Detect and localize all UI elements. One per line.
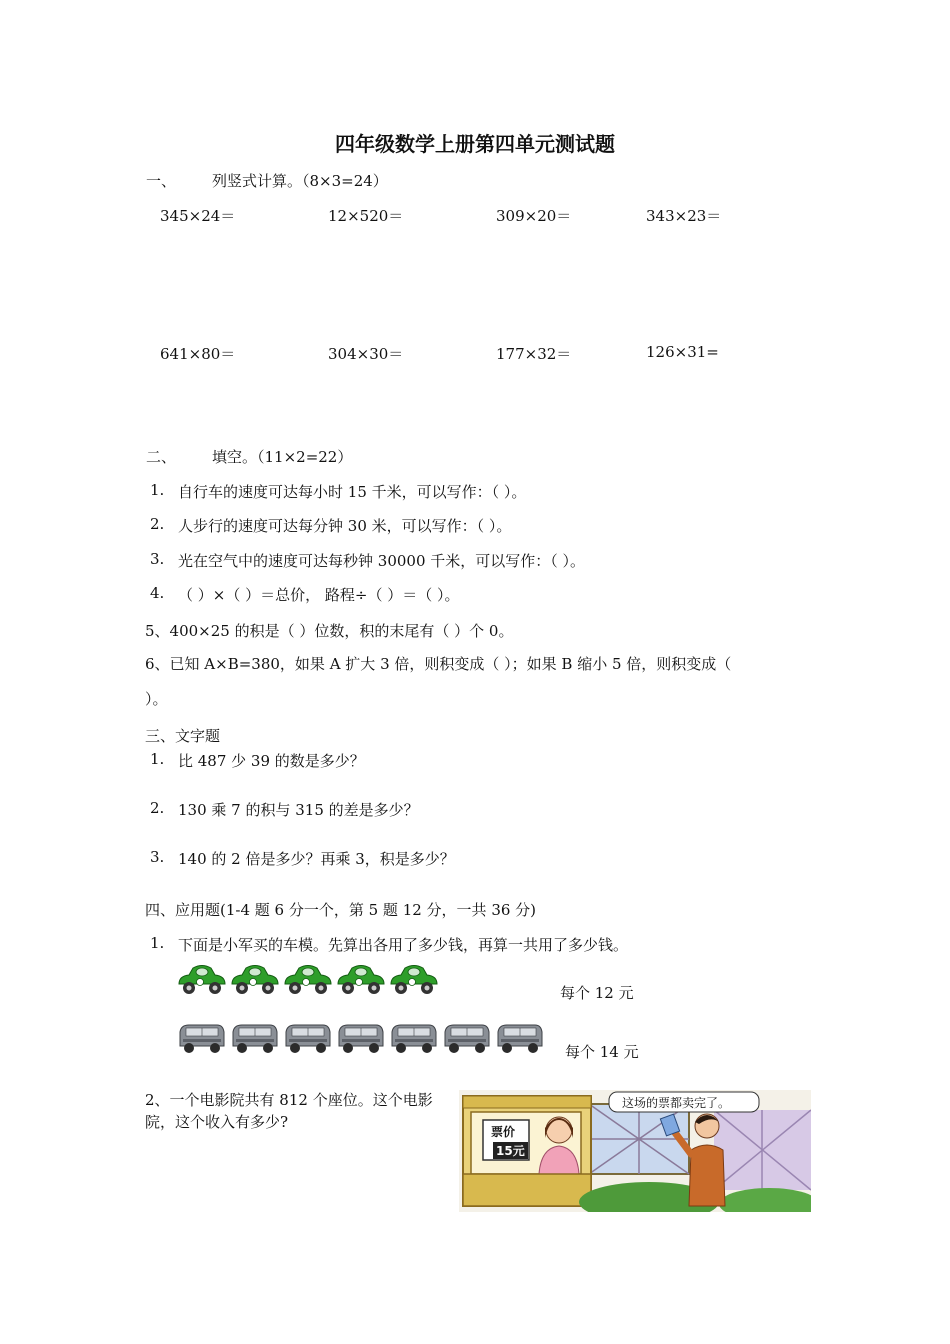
- price-sign-value: 15元: [493, 1142, 528, 1159]
- app-problem-2-line2: 院，这个收入有多少?: [145, 1113, 289, 1131]
- van-price: 每个 14 元: [565, 1043, 639, 1061]
- app-problem-number: 1.: [150, 934, 165, 952]
- van-icon: [389, 1020, 439, 1054]
- calc-problem: 343×23＝: [646, 207, 722, 225]
- van-icon: [336, 1020, 386, 1054]
- price-sign-label: 票价: [491, 1125, 516, 1139]
- calc-problem: 345×24＝: [160, 207, 236, 225]
- green-car-icon: [334, 962, 388, 996]
- green-car-price: 每个 12 元: [560, 984, 634, 1002]
- van-icon: [495, 1020, 545, 1054]
- section-1-heading: 列竖式计算。（8×3=24）: [212, 172, 388, 190]
- calc-problem: 177×32＝: [496, 345, 572, 363]
- van-icon: [177, 1020, 227, 1054]
- fill-item-text: （ ）×（ ）＝总价， 路程÷（ ）＝（ ）。: [178, 586, 460, 604]
- van-icon: [230, 1020, 280, 1054]
- section-3-heading: 三、文字题: [145, 727, 221, 745]
- green-car-icon: [175, 962, 229, 996]
- section-4-heading: 四、应用题(1-4 题 6 分一个，第 5 题 12 分，一共 36 分): [145, 901, 537, 919]
- fill-item-number: 4.: [150, 584, 165, 602]
- word-problem-number: 3.: [150, 848, 165, 866]
- fill-item-number: 1.: [150, 481, 165, 499]
- fill-item-text: 自行车的速度可达每小时 15 千米，可以写作：（ ）。: [178, 483, 527, 501]
- fill-item-number: 3.: [150, 550, 165, 568]
- word-problem-text: 比 487 少 39 的数是多少？: [178, 752, 365, 770]
- fill-item-text: 人步行的速度可达每分钟 30 米，可以写作：（ ）。: [178, 517, 512, 535]
- fill-item-number: 2.: [150, 515, 165, 533]
- calc-problem: 304×30＝: [328, 345, 404, 363]
- app-problem-2-line1: 2、一个电影院共有 812 个座位。这个电影: [145, 1091, 433, 1109]
- section-2-number: 二、: [146, 448, 177, 466]
- word-problem-number: 1.: [150, 750, 165, 768]
- fill-item-6-line2: ）。: [145, 690, 168, 708]
- fill-item-5: 5、400×25 的积是（ ）位数，积的末尾有（ ）个 0。: [145, 622, 514, 640]
- calc-problem: 126×31=: [646, 343, 719, 361]
- calc-problem: 12×520＝: [328, 207, 404, 225]
- speech-bubble-text: 这场的票都卖完了。: [622, 1096, 731, 1110]
- word-problem-text: 130 乘 7 的积与 315 的差是多少？: [178, 801, 419, 819]
- green-car-icon: [228, 962, 282, 996]
- section-2-heading: 填空。（11×2=22）: [212, 448, 353, 466]
- calc-problem: 641×80＝: [160, 345, 236, 363]
- calc-problem: 309×20＝: [496, 207, 572, 225]
- green-car-icon: [387, 962, 441, 996]
- word-problem-text: 140 的 2 倍是多少？再乘 3，积是多少？: [178, 850, 455, 868]
- van-icon: [283, 1020, 333, 1054]
- section-1-number: 一、: [146, 172, 177, 190]
- fill-item-6-line1: 6、已知 A×B=380，如果 A 扩大 3 倍，则积变成（ ）；如果 B 缩小 5 倍，则积变成（: [145, 655, 732, 673]
- fill-item-text: 光在空气中的速度可达每秒钟 30000 千米，可以写作：（ ）。: [178, 552, 586, 570]
- green-car-icon: [281, 962, 335, 996]
- van-icon: [442, 1020, 492, 1054]
- page-title: 四年级数学上册第四单元测试题: [335, 132, 615, 156]
- word-problem-number: 2.: [150, 799, 165, 817]
- app-problem-text: 下面是小军买的车模。先算出各用了多少钱，再算一共用了多少钱。: [178, 936, 629, 954]
